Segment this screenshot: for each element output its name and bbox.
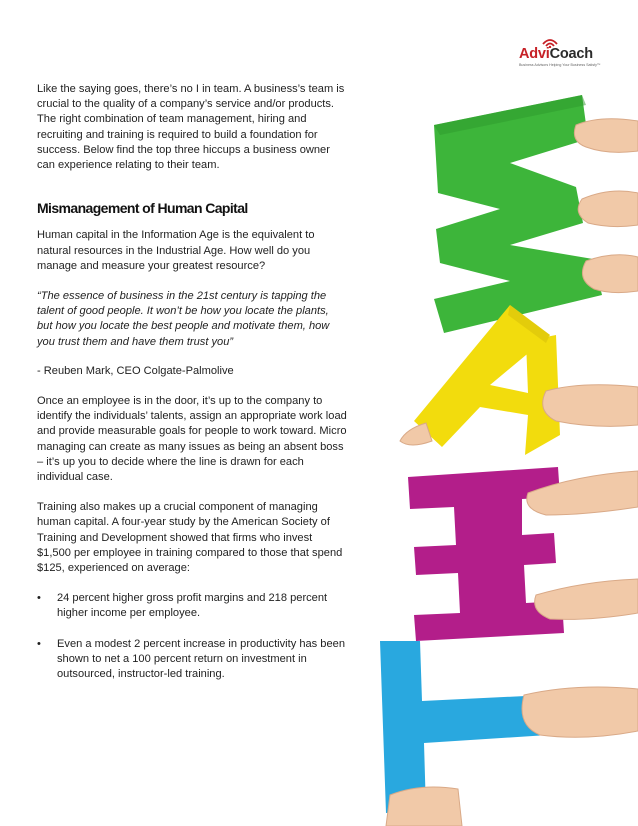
bullet-text: Even a modest 2 percent increase in productivity has been shown to net a 100 percent return on investment in outsourced, instructor-led training. [57, 637, 345, 681]
logo-tagline: Business Advisors Helping Your Business Satisfy™ [519, 63, 601, 67]
hand-t-bottom [386, 787, 462, 826]
bullet-icon: • [37, 637, 41, 650]
hand-middle-right [582, 255, 638, 293]
bullet-icon: • [37, 592, 41, 605]
intro-paragraph: Like the saying goes, there’s no I in team. A business’s team is crucial to the quality of a company’s service and/or products. The right combination of team management, hiring and recruiting and training is required to build a foundation for success. Below find the top three hiccups a business owner can experience relating to their team. [37, 83, 345, 172]
letter-a [414, 305, 560, 455]
list-item [37, 637, 347, 683]
team-letters-illustration [350, 95, 638, 826]
letter-t [380, 641, 548, 813]
hand-e-lower [535, 579, 638, 619]
hand-a-right [543, 385, 638, 427]
paragraph-training: Training also makes up a crucial component of managing human capital. A four-year study by the American Society of Training and Development showed that firms who invest $1,500 per employee in training compared to those that spend $125, experienced on average: [37, 501, 343, 575]
hand-t-right [522, 687, 638, 737]
logo-wordmark: AdviCoach [519, 46, 593, 62]
bullet-list [37, 591, 347, 682]
quote: “The essence of business in the 21st century is tapping the talent of good people. It won’t be how you locate the plants, but how you locate the best people and motivate them, how you trust them and have them trust you” [37, 290, 330, 348]
quote-attribution: - Reuben Mark, CEO Colgate-Palmolive [37, 364, 234, 377]
paragraph-human-capital: Human capital in the Information Age is the equivalent to natural resources in the Industrial Age. How well do you manage and measure your greatest resource? [37, 229, 315, 272]
bullet-text: 24 percent higher gross profit margins and 218 percent higher income per employee. [57, 592, 328, 620]
letter-t-shape [380, 641, 548, 813]
hand-left-a [400, 423, 432, 445]
article-body [37, 82, 347, 697]
paragraph-employee: Once an employee is in the door, it’s up to the company to identify the individuals’ talents, assign an appropriate work load and provide measurable goals for people to work toward. Micro managing can create as many issues as being an absent boss – it’s up you to decide where the line is drawn for each individual case. [37, 395, 347, 484]
hand-top-right [574, 119, 638, 153]
advicoach-logo [519, 36, 631, 70]
section-heading: Mismanagement of Human Capital [37, 200, 248, 217]
hand-upper-right [578, 191, 638, 227]
list-item [37, 591, 347, 621]
